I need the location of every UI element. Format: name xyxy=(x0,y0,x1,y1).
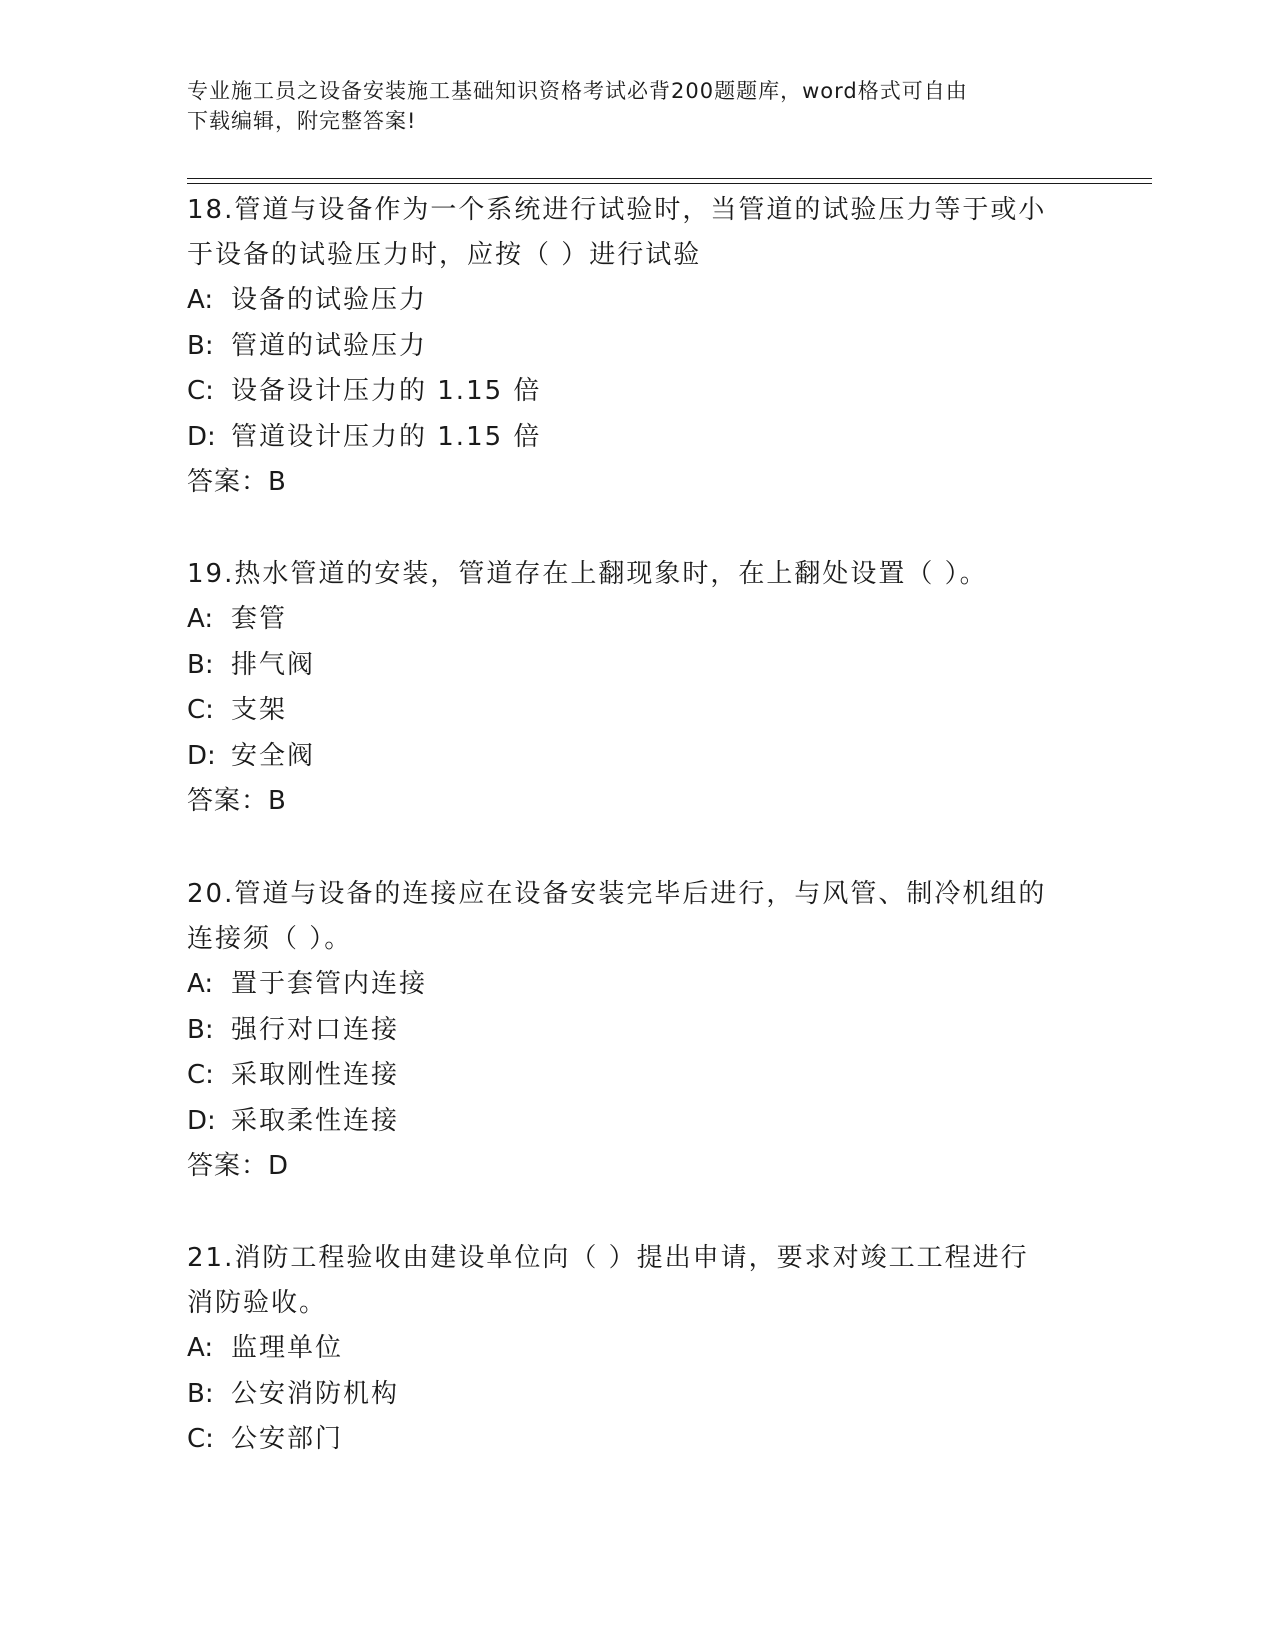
option-c xyxy=(187,1053,1087,1099)
option-c xyxy=(187,1417,1087,1463)
option-label: C: xyxy=(187,695,214,725)
option-text: 管道设计压力的 1.15 倍 xyxy=(231,421,542,452)
option-text: 公安部门 xyxy=(231,1424,344,1454)
option-d xyxy=(187,415,1087,461)
option-label: B: xyxy=(187,649,214,680)
option-text: 采取刚性连接 xyxy=(231,1060,400,1090)
option-label: A: xyxy=(187,969,214,999)
option-a xyxy=(187,1326,1087,1372)
option-text: 采取柔性连接 xyxy=(231,1105,400,1136)
question-18 xyxy=(187,188,1087,505)
question-19 xyxy=(187,552,1087,824)
option-label: C: xyxy=(187,1424,214,1454)
option-label: A: xyxy=(187,604,214,634)
question-stem-line: 连接须（ ）。 xyxy=(187,924,353,954)
header-divider-bottom xyxy=(187,183,1152,184)
option-text: 置于套管内连接 xyxy=(231,969,428,999)
question-20 xyxy=(187,872,1087,1189)
header-line-1: 专业施工员之设备安装施工基础知识资格考试必背200题题库，word格式可自由 xyxy=(187,79,968,103)
option-label: A: xyxy=(187,1333,214,1363)
option-b xyxy=(187,324,1087,370)
option-d xyxy=(187,1099,1087,1145)
option-label: D: xyxy=(187,1105,216,1136)
question-stem-line: 于设备的试验压力时，应按（ ）进行试验 xyxy=(187,240,702,270)
answer: 答案：D xyxy=(187,1151,290,1181)
option-d xyxy=(187,734,1087,780)
answer: 答案：B xyxy=(187,786,287,816)
option-label: B: xyxy=(187,330,214,361)
option-label: D: xyxy=(187,421,216,452)
answer: 答案：B xyxy=(187,467,287,497)
option-text: 支架 xyxy=(231,695,288,725)
question-stem-line: 21.消防工程验收由建设单位向（ ）提出申请，要求对竣工工程进行 xyxy=(187,1243,1029,1273)
question-stem-line: 消防验收。 xyxy=(187,1288,328,1318)
option-text: 套管 xyxy=(231,604,288,634)
question-21 xyxy=(187,1236,1087,1463)
header-divider-top xyxy=(187,178,1152,179)
option-label: C: xyxy=(187,1060,214,1090)
option-text: 管道的试验压力 xyxy=(231,330,428,361)
option-label: D: xyxy=(187,740,216,771)
option-label: B: xyxy=(187,1378,214,1409)
header-line-2: 下载编辑，附完整答案! xyxy=(187,109,417,133)
option-a xyxy=(187,597,1087,643)
option-text: 设备设计压力的 1.15 倍 xyxy=(231,376,542,406)
option-a xyxy=(187,962,1087,1008)
question-stem-line: 18.管道与设备作为一个系统进行试验时，当管道的试验压力等于或小 xyxy=(187,195,1047,225)
option-text: 公安消防机构 xyxy=(231,1378,400,1409)
option-a xyxy=(187,278,1087,324)
option-b xyxy=(187,1372,1087,1418)
option-text: 安全阀 xyxy=(231,740,316,771)
option-text: 强行对口连接 xyxy=(231,1014,400,1045)
option-c xyxy=(187,688,1087,734)
option-label: C: xyxy=(187,376,214,406)
document-header xyxy=(187,76,1067,136)
question-stem-line: 19.热水管道的安装，管道存在上翻现象时，在上翻处设置（ ）。 xyxy=(187,559,988,589)
option-text: 排气阀 xyxy=(231,649,316,680)
option-text: 设备的试验压力 xyxy=(231,285,428,315)
option-label: A: xyxy=(187,285,214,315)
option-c xyxy=(187,369,1087,415)
option-b xyxy=(187,643,1087,689)
question-stem-line: 20.管道与设备的连接应在设备安装完毕后进行，与风管、制冷机组的 xyxy=(187,879,1047,909)
option-label: B: xyxy=(187,1014,214,1045)
option-b xyxy=(187,1008,1087,1054)
option-text: 监理单位 xyxy=(231,1333,344,1363)
